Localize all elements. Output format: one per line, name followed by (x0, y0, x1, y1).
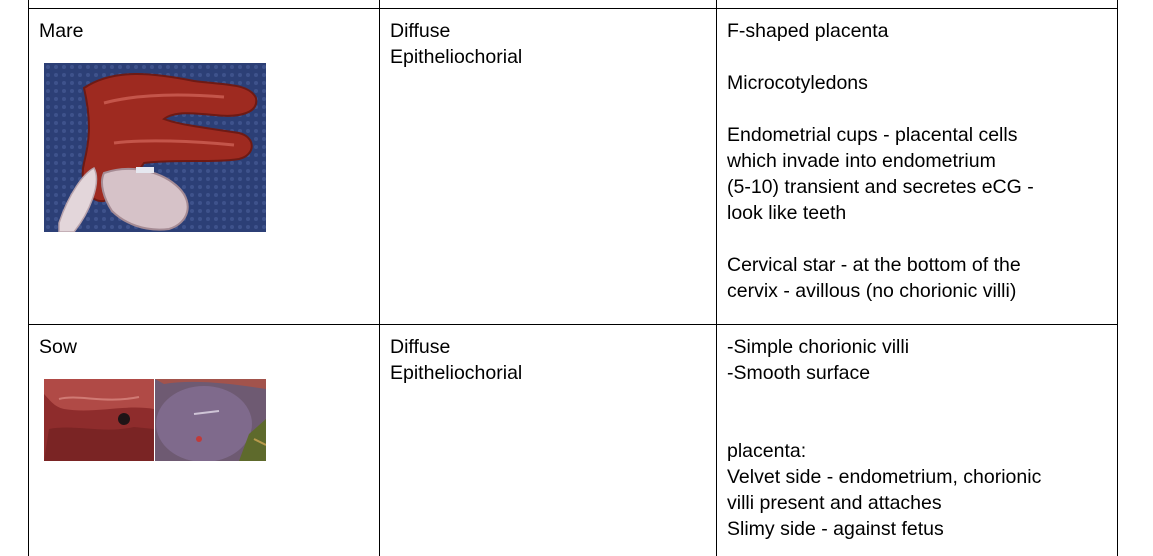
note-line: -Simple chorionic villi (727, 336, 910, 358)
note-line: Slimy side - against fetus (727, 518, 944, 540)
table-row-sow (29, 325, 1118, 556)
type-line: Diffuse (390, 20, 451, 42)
note-paragraph (727, 70, 1107, 96)
placenta-table (28, 0, 1118, 556)
note-paragraph (727, 252, 1107, 304)
table-cell (380, 0, 717, 9)
notes-cell-sow (717, 325, 1118, 556)
notes-cell-mare (717, 9, 1118, 325)
species-name: Mare (39, 20, 84, 42)
type-line: Epitheliochorial (390, 46, 523, 68)
note-line: which invade into endometrium (727, 150, 996, 172)
species-cell-sow (29, 325, 380, 556)
note-line: cervix - avillous (no chorionic villi) (727, 280, 1017, 302)
note-line: (5-10) transient and secretes eCG - (727, 176, 1034, 198)
note-paragraph (727, 122, 1107, 226)
table-cell (717, 0, 1118, 9)
note-paragraph (727, 18, 1107, 44)
table-row-mare (29, 9, 1118, 325)
note-line: Microcotyledons (727, 72, 868, 94)
placentation-type-cell-sow (380, 325, 717, 556)
note-line: -Smooth surface (727, 362, 871, 384)
type-line: Epitheliochorial (390, 362, 523, 384)
note-line: placenta: (727, 440, 807, 462)
placentation-type-cell-mare (380, 9, 717, 325)
note-line: F-shaped placenta (727, 20, 889, 42)
sow-placenta-photo (44, 379, 266, 461)
species-cell-mare (29, 9, 380, 325)
note-line: look like teeth (727, 202, 847, 224)
table-row-previous (29, 0, 1118, 9)
mare-placenta-photo (44, 63, 266, 232)
species-name: Sow (39, 336, 77, 358)
table-cell (29, 0, 380, 9)
note-line: Velvet side - endometrium, chorionic (727, 466, 1042, 488)
type-line: Diffuse (390, 336, 451, 358)
blank-lines (727, 386, 1107, 438)
note-line: Cervical star - at the bottom of the (727, 254, 1021, 276)
note-line: villi present and attaches (727, 492, 942, 514)
note-line: Endometrial cups - placental cells (727, 124, 1018, 146)
